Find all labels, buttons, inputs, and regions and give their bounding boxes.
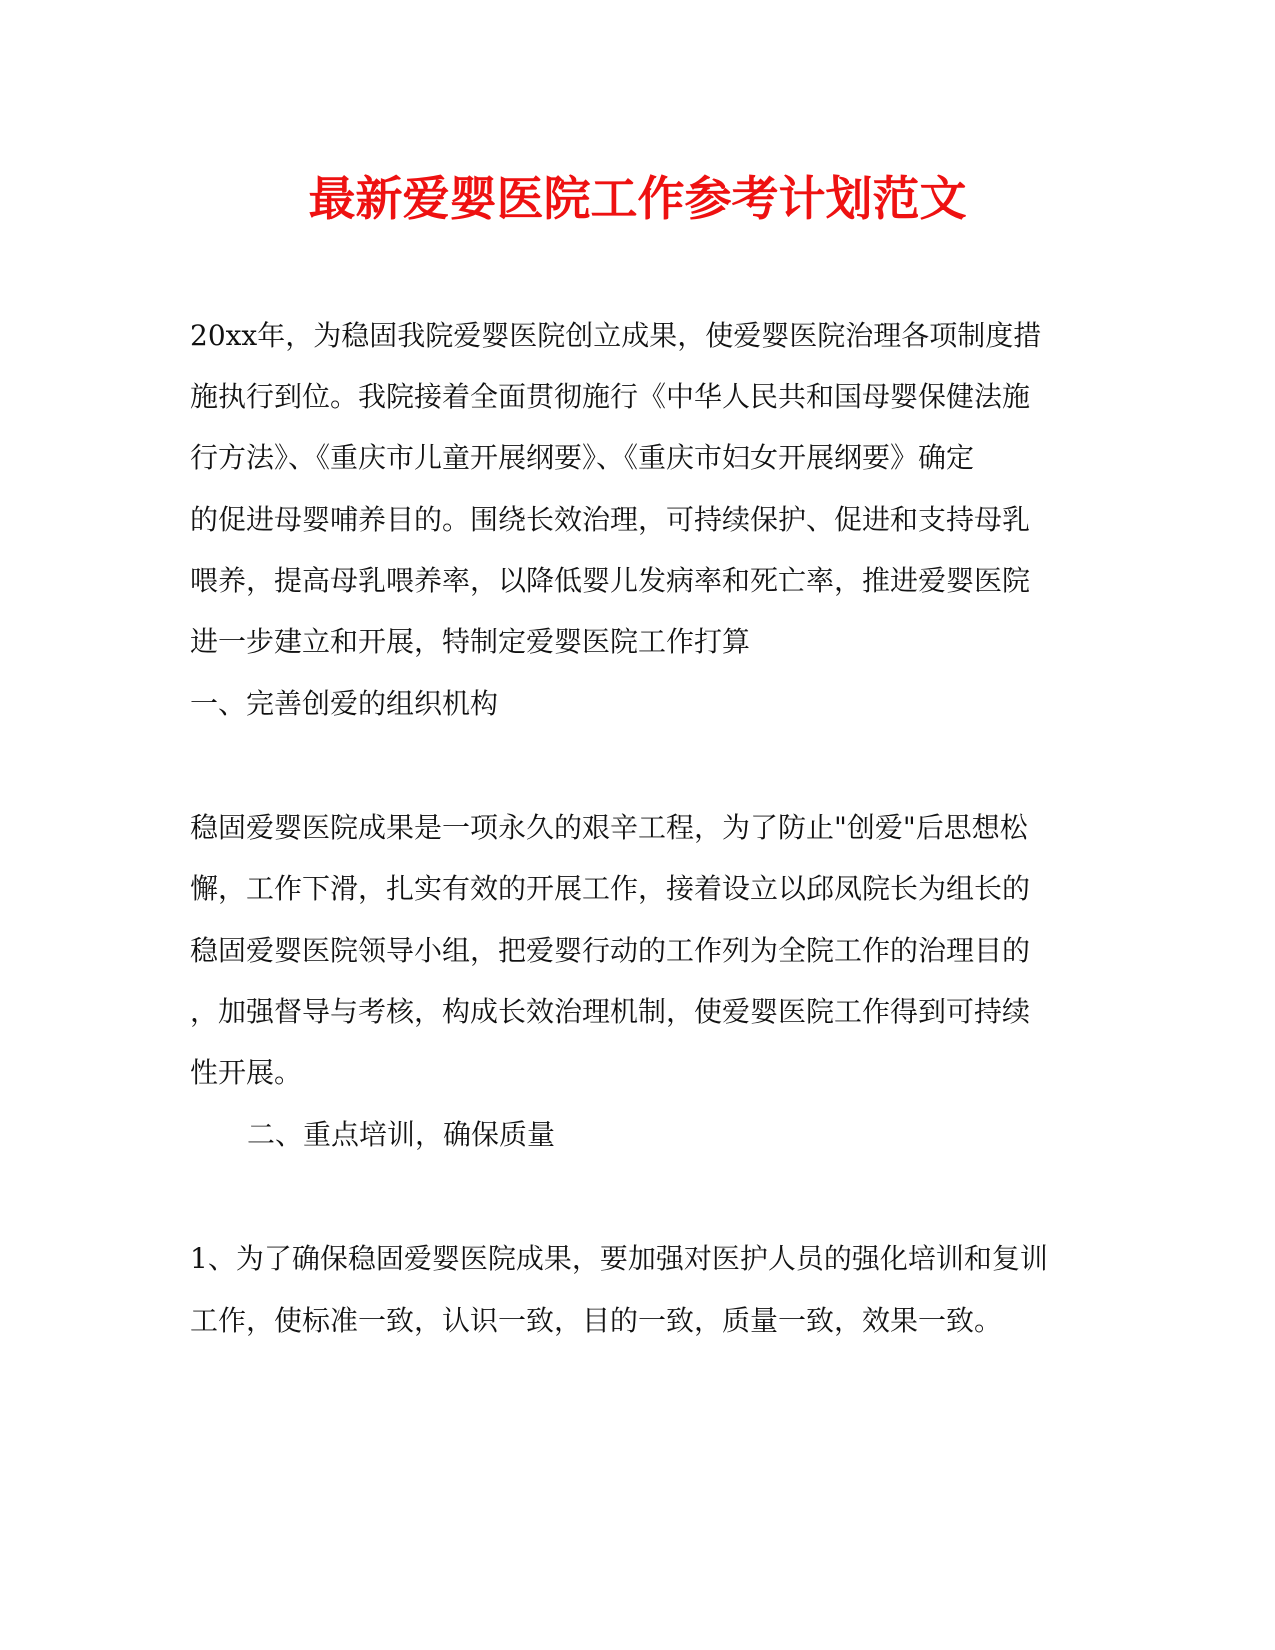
document-title: 最新爱婴医院工作参考计划范文 [308, 172, 967, 227]
section2-line-2: 工作，使标准一致，认识一致，目的一致，质量一致，效果一致。 [190, 1304, 1003, 1337]
section1-line-5: 性开展。 [190, 1056, 303, 1089]
intro-line-3: 行方法》、《重庆市儿童开展纲要》、《重庆市妇女开展纲要》确定 [190, 441, 975, 474]
section1-line-4: ，加强督导与考核，构成长效治理机制，使爱婴医院工作得到可持续 [190, 995, 1031, 1028]
intro-line-5: 喂养，提高母乳喂养率，以降低婴儿发病率和死亡率，推进爱婴医院 [190, 564, 1031, 597]
intro-line-1: 20xx年，为稳固我院爱婴医院创立成果，使爱婴医院治理各项制度措 [190, 319, 1042, 352]
section-heading-1: 一、完善创爱的组织机构 [190, 687, 499, 720]
section1-line-2: 懈，工作下滑，扎实有效的开展工作，接着设立以邱凤院长为组长的 [190, 872, 1031, 905]
section-heading-2: 二、重点培训，确保质量 [247, 1118, 556, 1151]
section1-line-3: 稳固爱婴医院领导小组，把爱婴行动的工作列为全院工作的治理目的 [190, 934, 1031, 967]
intro-line-4: 的促进母婴哺养目的。围绕长效治理，可持续保护、促进和支持母乳 [190, 503, 1031, 536]
section2-line-1: 1、为了确保稳固爱婴医院成果，要加强对医护人员的强化培训和复训 [190, 1242, 1048, 1275]
section1-line-1: 稳固爱婴医院成果是一项永久的艰辛工程，为了防止"创爱"后思想松 [190, 811, 1028, 844]
intro-line-6: 进一步建立和开展，特制定爱婴医院工作打算 [190, 625, 751, 658]
intro-line-2: 施执行到位。我院接着全面贯彻施行《中华人民共和国母婴保健法施 [190, 380, 1031, 413]
